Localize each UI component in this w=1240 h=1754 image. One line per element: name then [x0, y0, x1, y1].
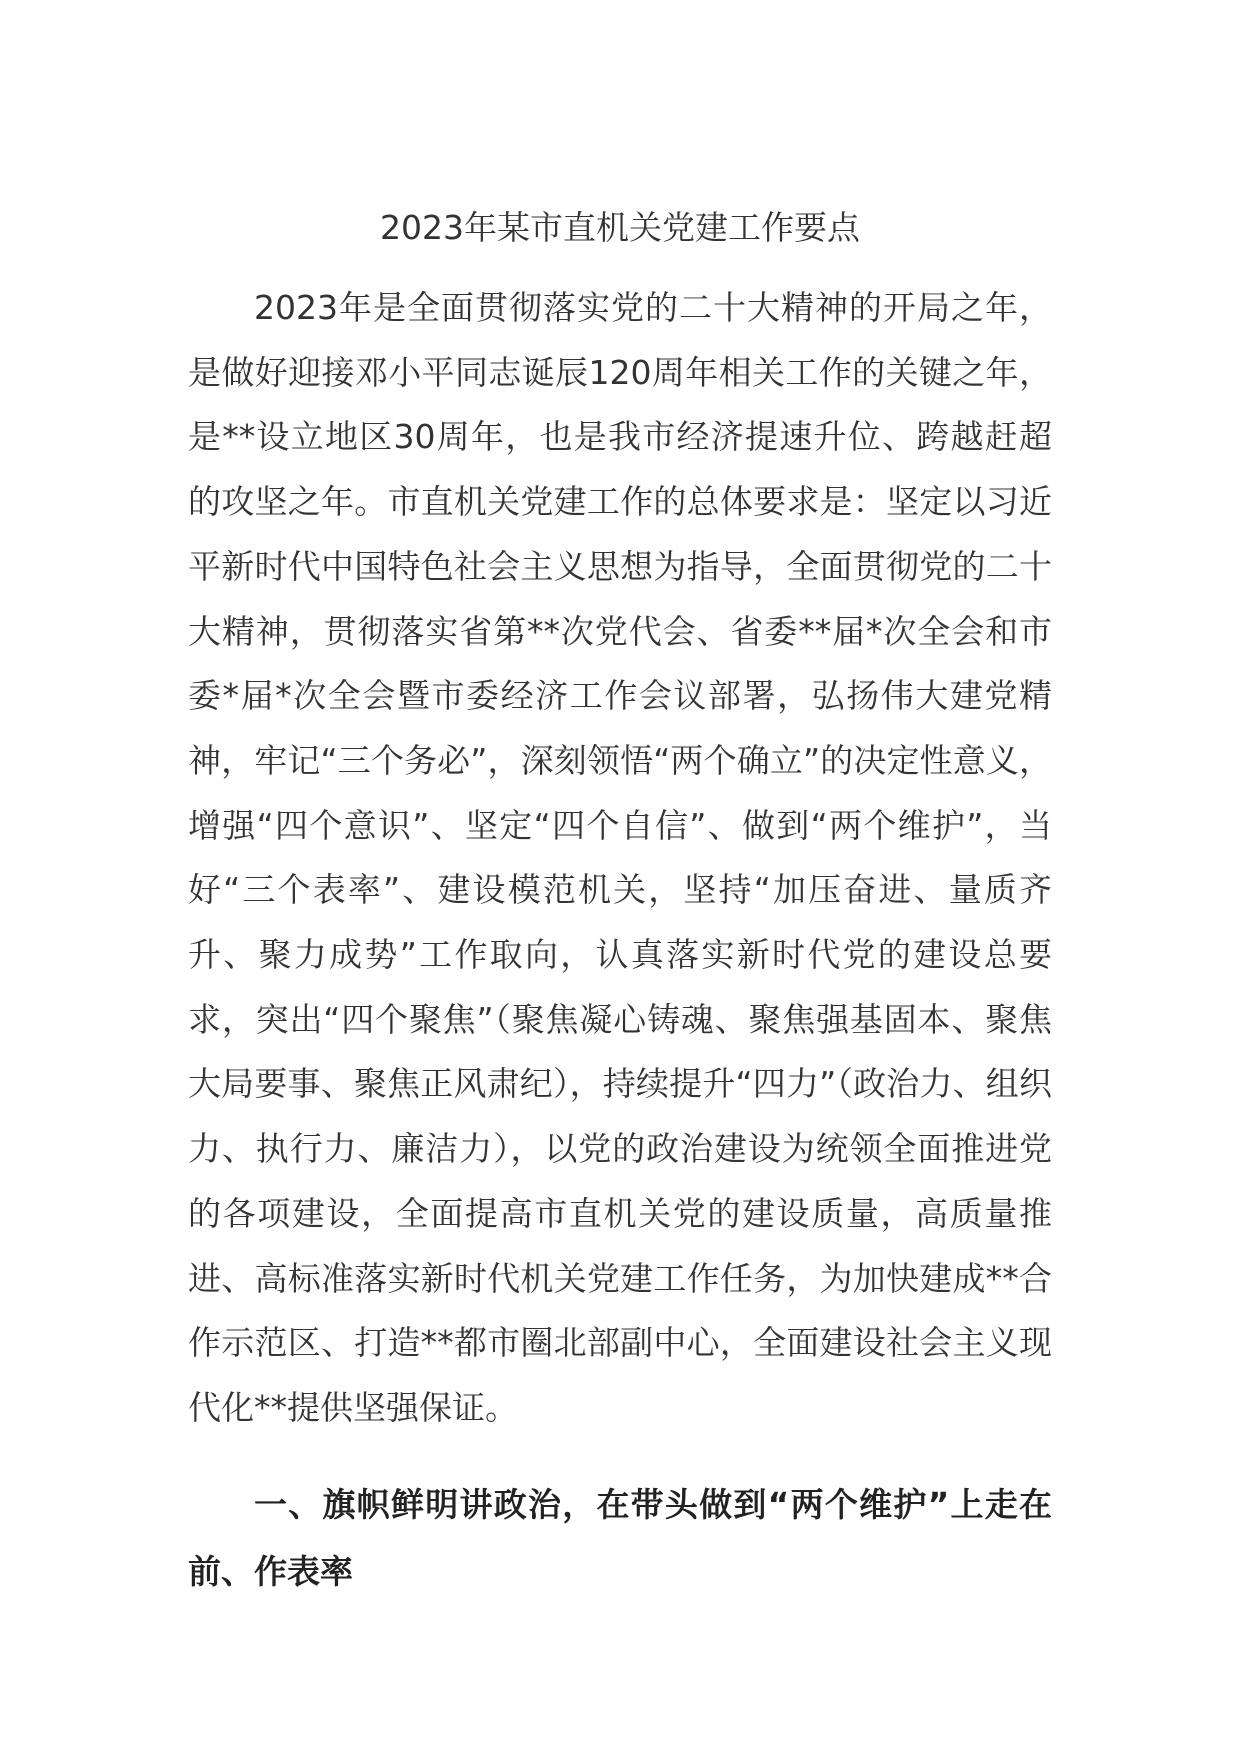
section-1-heading: 一、旗帜鲜明讲政治，在带头做到“两个维护”上走在前、作表率: [188, 1485, 1052, 1591]
intro-paragraph: 2023年是全面贯彻落实党的二十大精神的开局之年，是做好迎接邓小平同志诞辰120周年相关工作的关键之年，是**设立地区30周年，也是我市经济提速升位、跨越赶超的攻坚之年。市直机关党建工作的总体要求是：坚定以习近平新时代中国特色社会主义思想为指导，全面贯彻党的二十大精神，贯彻落实省第**次党代会、省委**届*次全会和市委*届*次全会暨市委经济工作会议部署，弘扬伟大建党精神，牢记“三个务必”，深刻领悟“两个确立”的决定性意义，增强“四个意识”、坚定“四个自信”、做到“两个维护”，当好“三个表率”、建设模范机关，坚持“加压奋进、量质齐升、聚力成势”工作取向，认真落实新时代党的建设总要求，突出“四个聚焦”（聚焦凝心铸魂、聚焦强基固本、聚焦大局要事、聚焦正风肃纪），持续提升“四力”（政治力、组织力、执行力、廉洁力），以党的政治建设为统领全面推进党的各项建设，全面提高市直机关党的建设质量，高质量推进、高标准落实新时代机关党建工作任务，为加快建成**合作示范区、打造**都市圈北部副中心，全面建设社会主义现代化**提供坚强保证。: [188, 288, 1052, 1427]
document-title: 2023年某市直机关党建工作要点: [380, 208, 860, 247]
